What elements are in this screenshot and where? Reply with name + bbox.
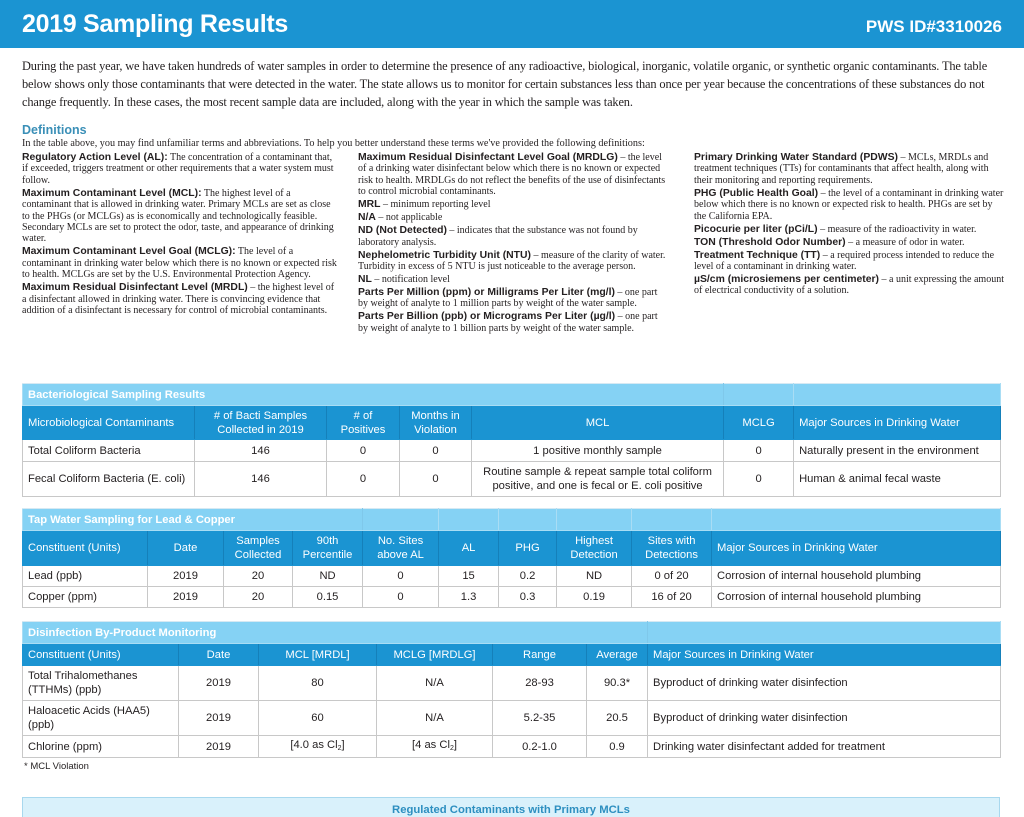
definition-ton: TON (Threshold Odor Number) – a measure of odor in water. <box>694 236 965 248</box>
column-header: MCLG [MRDLG] <box>377 644 493 666</box>
table-cell: Haloacetic Acids (HAA5) (ppb) <box>23 701 179 736</box>
definition-phg: PHG (Public Health Goal) – the level of a contaminant in drinking water below which there is no known or expected risk to health. PHGs are set by the California EPA. <box>694 187 1004 222</box>
table-cell: 90.3* <box>587 666 648 701</box>
mcl-violation-footnote: * MCL Violation <box>24 761 89 772</box>
column-header: Samples Collected <box>224 531 293 566</box>
table-row <box>23 462 1001 497</box>
table-title: Tap Water Sampling for Lead & Copper <box>23 509 363 531</box>
table-cell: Drinking water disinfectant added for treatment <box>648 736 1001 758</box>
table-cell: ND <box>293 566 363 587</box>
table-cell: 146 <box>195 462 327 497</box>
column-header: Months in Violation <box>400 406 472 440</box>
definition-mrdlg: Maximum Residual Disinfectant Level Goal (MRDLG) – the level of a drinking water disinfectant below which there is no known or expected risk to health. MRDLGs do not reflect the benefits of the use of disinfectants to control microbial contaminants. <box>358 152 666 198</box>
table-cell: N/A <box>377 666 493 701</box>
definition-nl: NL – notification level <box>358 274 450 286</box>
table-cell: 20 <box>224 566 293 587</box>
table-row <box>23 587 1001 608</box>
definitions-column-1 <box>22 152 338 318</box>
lead-copper-table <box>22 508 1001 608</box>
table-cell: Human & animal fecal waste <box>794 462 1001 497</box>
column-header: # of Bacti Samples Collected in 2019 <box>195 406 327 440</box>
table-cell: 2019 <box>179 701 259 736</box>
column-header: Microbiological Contaminants <box>23 406 195 440</box>
column-header: Major Sources in Drinking Water <box>794 406 1001 440</box>
table-cell: Fecal Coliform Bacteria (E. coli) <box>23 462 195 497</box>
table-cell: 0 <box>363 566 439 587</box>
table-cell: 20 <box>224 587 293 608</box>
regulated-contaminants-title: Regulated Contaminants with Primary MCLs <box>392 804 630 816</box>
table-title-row <box>23 509 1001 531</box>
table-cell: 1.3 <box>439 587 499 608</box>
table-cell: 28-93 <box>493 666 587 701</box>
definition-mrdl: Maximum Residual Disinfectant Level (MRDL) – the highest level of a disinfectant allowed in drinking water. There is convincing evidence that addition of a disinfectant is necessary for control of microbial contaminants. <box>22 282 335 317</box>
table-row <box>23 701 1001 736</box>
table-header-row <box>23 406 1001 440</box>
table-row <box>23 440 1001 462</box>
table-cell: 2019 <box>179 666 259 701</box>
table-cell: 0 <box>400 462 472 497</box>
column-header: Highest Detection <box>557 531 632 566</box>
definition-us-cm: µS/cm (microsiemens per centimeter) – a unit expressing the amount of electrical conductivity of a solution. <box>694 274 1004 297</box>
definitions-heading: Definitions <box>22 123 87 137</box>
table-cell: 146 <box>195 440 327 462</box>
table-cell: 0 <box>724 440 794 462</box>
definition-tt: Treatment Technique (TT) – a required process intended to reduce the level of a contaminant in drinking water. <box>694 249 995 273</box>
table-cell: 16 of 20 <box>632 587 712 608</box>
definition-pdws: Primary Drinking Water Standard (PDWS) – MCLs, MRDLs and treatment techniques (TTs) for contaminants that affect health, along with their monitoring and reporting requirements. <box>694 152 989 186</box>
column-header: Constituent (Units) <box>23 531 148 566</box>
definition-ppb: Parts Per Billion (ppb) or Micrograms Per Liter (µg/l) – one part by weight of analyte to 1 billion parts by weight of the water sample. <box>358 311 658 334</box>
column-header: MCL <box>472 406 724 440</box>
table-cell: N/A <box>377 701 493 736</box>
column-header: Constituent (Units) <box>23 644 179 666</box>
column-header: No. Sites above AL <box>363 531 439 566</box>
table-cell: 2019 <box>148 587 224 608</box>
table-title-row <box>23 384 1001 406</box>
table-header-row <box>23 531 1001 566</box>
column-header: MCL [MRDL] <box>259 644 377 666</box>
table-cell: Total Coliform Bacteria <box>23 440 195 462</box>
table-row <box>23 666 1001 701</box>
column-header: Major Sources in Drinking Water <box>648 644 1001 666</box>
definitions-column-2 <box>358 152 668 336</box>
table-cell: Corrosion of internal household plumbing <box>712 566 1001 587</box>
definitions-lead: In the table above, you may find unfamiliar terms and abbreviations. To help you better understand these terms we've provided the following definitions: <box>22 138 645 149</box>
column-header: Major Sources in Drinking Water <box>712 531 1001 566</box>
definition-ppm: Parts Per Million (ppm) or Milligrams Per Liter (mg/l) – one part by weight of analyte to 1 million parts by weight of the water sample. <box>358 287 658 310</box>
table-cell: 0 <box>724 462 794 497</box>
page-title: 2019 Sampling Results <box>22 10 289 38</box>
table-cell: [4 as $Cl_2$] <box>377 736 493 758</box>
table-cell: Routine sample & repeat sample total coliform positive, and one is fecal or E. coli positive <box>472 462 724 497</box>
table-cell: 15 <box>439 566 499 587</box>
disinfection-table <box>22 621 1001 758</box>
table-cell: Byproduct of drinking water disinfection <box>648 701 1001 736</box>
definition-mclg: Maximum Contaminant Level Goal (MCLG): The level of a contaminant in drinking water below which there is no known or expected risk to health. MCLGs are set by the U.S. Environmental Protection Agency. <box>22 246 337 281</box>
definition-al: Regulatory Action Level (AL): The concentration of a contaminant that, if exceeded, triggers treatment or other requirements that a water system must follow. <box>22 152 334 186</box>
definition-na: N/A – not applicable <box>358 212 443 224</box>
table-cell: 1 positive monthly sample <box>472 440 724 462</box>
table-cell: 0.19 <box>557 587 632 608</box>
pws-id: PWS ID#3310026 <box>865 17 1002 36</box>
table-cell: 80 <box>259 666 377 701</box>
table-cell: 0.2-1.0 <box>493 736 587 758</box>
table-row <box>23 566 1001 587</box>
column-header: 90th Percentile <box>293 531 363 566</box>
definition-mrl: MRL – minimum reporting level <box>358 199 491 211</box>
table-cell: 0.3 <box>499 587 557 608</box>
table-cell: Chlorine (ppm) <box>23 736 179 758</box>
table-cell: Total Trihalomethanes (TTHMs) (ppb) <box>23 666 179 701</box>
table-cell: 0 <box>327 440 400 462</box>
column-header: Sites with Detections <box>632 531 712 566</box>
table-cell: Copper (ppm) <box>23 587 148 608</box>
definition-nd: ND (Not Detected) – indicates that the substance was not found by laboratory analysis. <box>358 225 638 248</box>
table-cell: 5.2-35 <box>493 701 587 736</box>
definition-pci: Picocurie per liter (pCi/L) – measure of the radioactivity in water. <box>694 223 977 235</box>
table-header-row <box>23 644 1001 666</box>
column-header: MCLG <box>724 406 794 440</box>
table-title: Bacteriological Sampling Results <box>23 384 724 406</box>
column-header: Range <box>493 644 587 666</box>
definition-ntu: Nephelometric Turbidity Unit (NTU) – measure of the clarity of water. Turbidity in excess of 5 NTU is just noticeable to the average person. <box>358 249 666 273</box>
column-header: AL <box>439 531 499 566</box>
table-cell: [4.0 as $Cl_2$] <box>259 736 377 758</box>
table-row <box>23 736 1001 758</box>
column-header: Date <box>179 644 259 666</box>
table-cell: Lead (ppb) <box>23 566 148 587</box>
table-cell: 0 <box>363 587 439 608</box>
table-cell: 0 <box>400 440 472 462</box>
definition-mcl: Maximum Contaminant Level (MCL): The highest level of a contaminant that is allowed in drinking water. Primary MCLs are set as close to the PHGs (or MCLGs) as is economically and technologically feasible. Secondary MCLs are set to protect the odor, taste, and appearance of drinking water. <box>22 187 334 245</box>
table-title-row <box>23 622 1001 644</box>
table-cell: 0.2 <box>499 566 557 587</box>
table-cell: Corrosion of internal household plumbing <box>712 587 1001 608</box>
table-cell: 0.9 <box>587 736 648 758</box>
definitions-column-3 <box>694 152 1006 298</box>
intro-paragraph: During the past year, we have taken hundreds of water samples in order to determine the presence of any radioactive, biological, inorganic, volatile organic, or synthetic organic contaminants. The table below shows only those contaminants that were detected in the water. The state allows us to monitor for certain substances less than once per year because the concentrations of these substances do not change frequently. In these cases, the most recent sample data are included, along with the year in which the sample was taken. <box>22 59 988 109</box>
table-cell: Byproduct of drinking water disinfection <box>648 666 1001 701</box>
table-cell: 0 <box>327 462 400 497</box>
table-cell: 2019 <box>179 736 259 758</box>
table-cell: Naturally present in the environment <box>794 440 1001 462</box>
bacteriological-table <box>22 383 1001 497</box>
column-header: # of Positives <box>327 406 400 440</box>
table-cell: 20.5 <box>587 701 648 736</box>
column-header: PHG <box>499 531 557 566</box>
table-cell: 0.15 <box>293 587 363 608</box>
table-cell: 60 <box>259 701 377 736</box>
table-cell: ND <box>557 566 632 587</box>
table-cell: 0 of 20 <box>632 566 712 587</box>
column-header: Date <box>148 531 224 566</box>
page-banner <box>0 0 1024 48</box>
table-title: Disinfection By-Product Monitoring <box>23 622 648 644</box>
table-cell: 2019 <box>148 566 224 587</box>
regulated-contaminants-section <box>22 797 1000 817</box>
column-header: Average <box>587 644 648 666</box>
